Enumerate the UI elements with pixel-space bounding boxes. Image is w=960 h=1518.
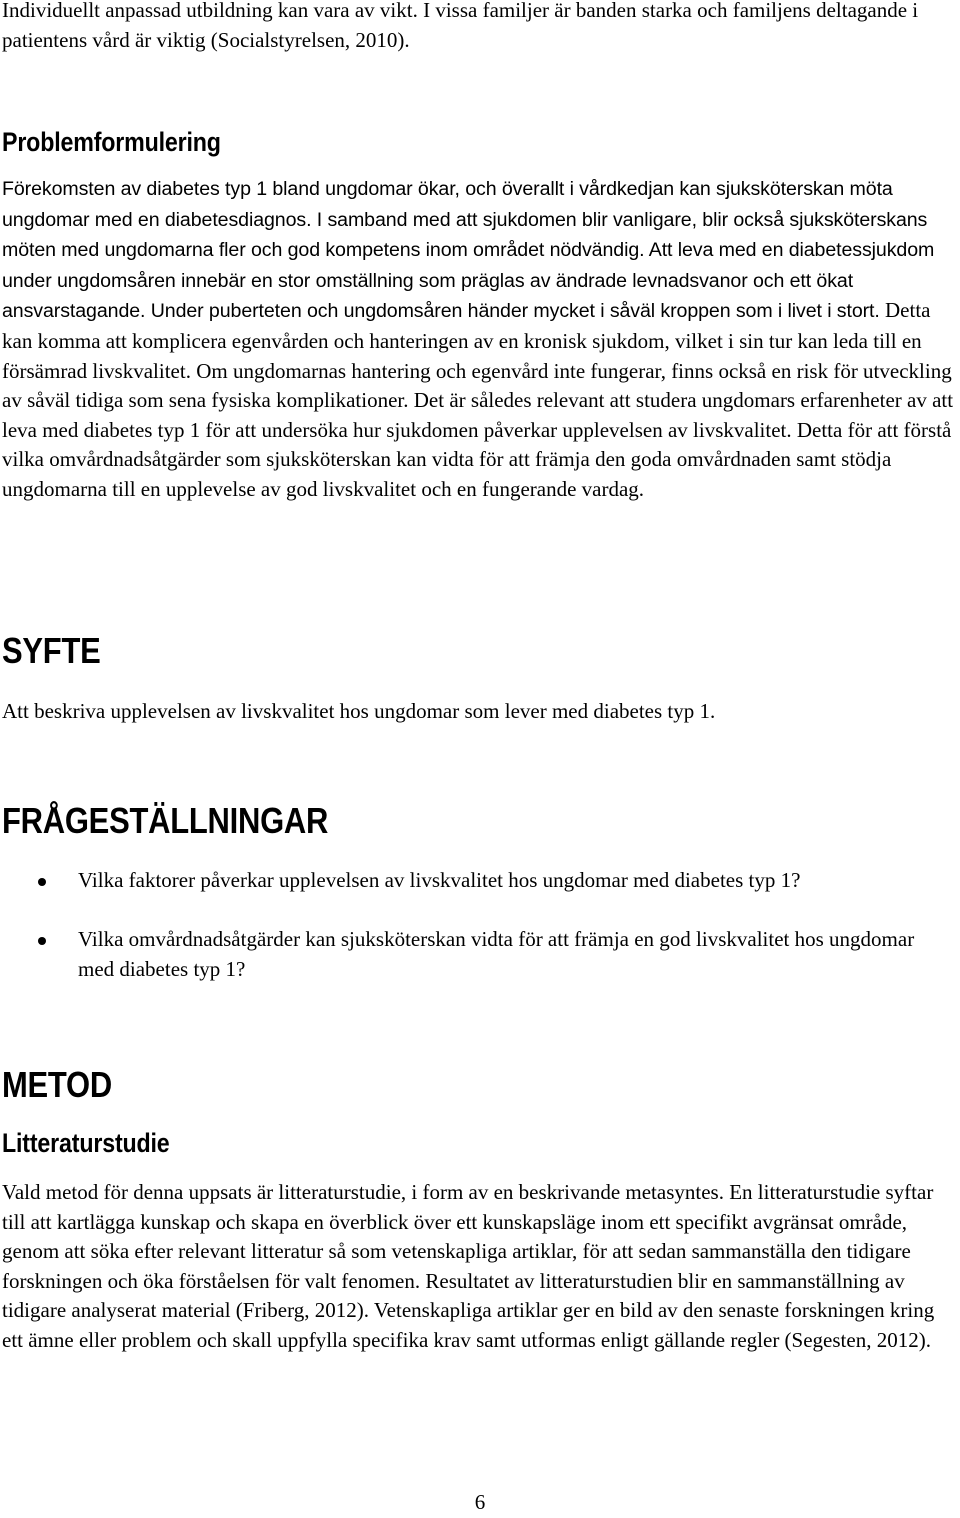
intro-paragraph: Individuellt anpassad utbildning kan vara av vikt. I vissa familjer är banden starka och familjens deltagande i patientens vård är viktig (Socialstyrelsen, 2010). xyxy=(2,0,919,52)
page-number: 6 xyxy=(474,1490,486,1514)
metod-paragraph: Vald metod för denna uppsats är litteraturstudie, i form av en beskrivande metasyntes. En litteraturstudie syftar till att kartlägga kunskap och skapa en överblick över ett kunskapsläge inom ett specifikt avgränsat område, genom att söka efter relevant litteratur så som vetenskapliga artiklar, för att sedan sammanställa den tidigare forskningen och öka förståelsen för valt fenomen. Resultatet av litteraturstudien blir en sammanställning av tidigare analyserat material (Friberg, 2012). Vetenskapliga artiklar ger en bild av den senaste forskningen kring ett ämne eller problem och skall uppfylla specifika krav samt utformas enligt gällande regler (Segesten, 2012). xyxy=(2,1180,935,1352)
heading-metod: METOD xyxy=(2,1064,112,1105)
heading-problemformulering: Problemformulering xyxy=(2,127,221,157)
heading-fragestallningar: FRÅGESTÄLLNINGAR xyxy=(2,800,329,841)
problem-paragraph xyxy=(2,174,958,505)
question-item xyxy=(0,866,948,896)
bullet-icon xyxy=(38,878,46,886)
bullet-icon xyxy=(38,937,46,945)
question-item xyxy=(0,925,948,984)
question-text: Vilka omvårdnadsåtgärder kan sjuksköterskan vidta för att främja en god livskvalitet hos ungdomar med diabetes typ 1? xyxy=(78,927,915,981)
heading-syfte: SYFTE xyxy=(2,630,101,671)
problem-paragraph-sans-part: Förekomsten av diabetes typ 1 bland ungdomar ökar, och överallt i vårdkedjan kan sjuksköterskan möta ungdomar med en diabetesdiagnos. I samband med att sjukdomen blir vanligare, blir också sjuksköterskans möten med ungdomarna fler och god kompetens inom området nödvändig. Att leva med en diabetessjukdom under ungdomsåren innebär en stor omställning som präglas av ändrade levnadsvanor och ett ökat ansvarstagande. Under puberteten och ungdomsåren händer mycket i såväl kroppen som i livet i stort. xyxy=(2,178,935,323)
problem-paragraph-serif-part: Detta kan komma att komplicera egenvården och hanteringen av en kronisk sjukdom, vilket i sin tur kan leda till en försämrad livskvalitet. Om ungdomarnas hantering och egenvård inte fungerar, finns också en risk för utveckling av såväl tidiga som sena fysiska komplikationer. Det är således relevant att studera ungdomars erfarenheter av att leva med diabetes typ 1 för att undersöka hur sjukdomen påverkar upplevelsen av livskvalitet. Detta för att förstå vilka omvårdnadsåtgärder som sjuksköterskan kan vidta för att främja den goda omvårdnaden samt stödja ungdomarna till en upplevelse av god livskvalitet och en fungerande vardag. xyxy=(2,298,954,501)
question-text: Vilka faktorer påverkar upplevelsen av livskvalitet hos ungdomar med diabetes typ 1? xyxy=(78,868,801,892)
heading-litteraturstudie: Litteraturstudie xyxy=(2,1128,170,1158)
syfte-paragraph: Att beskriva upplevelsen av livskvalitet hos ungdomar som lever med diabetes typ 1. xyxy=(2,699,716,723)
question-list xyxy=(0,866,960,984)
